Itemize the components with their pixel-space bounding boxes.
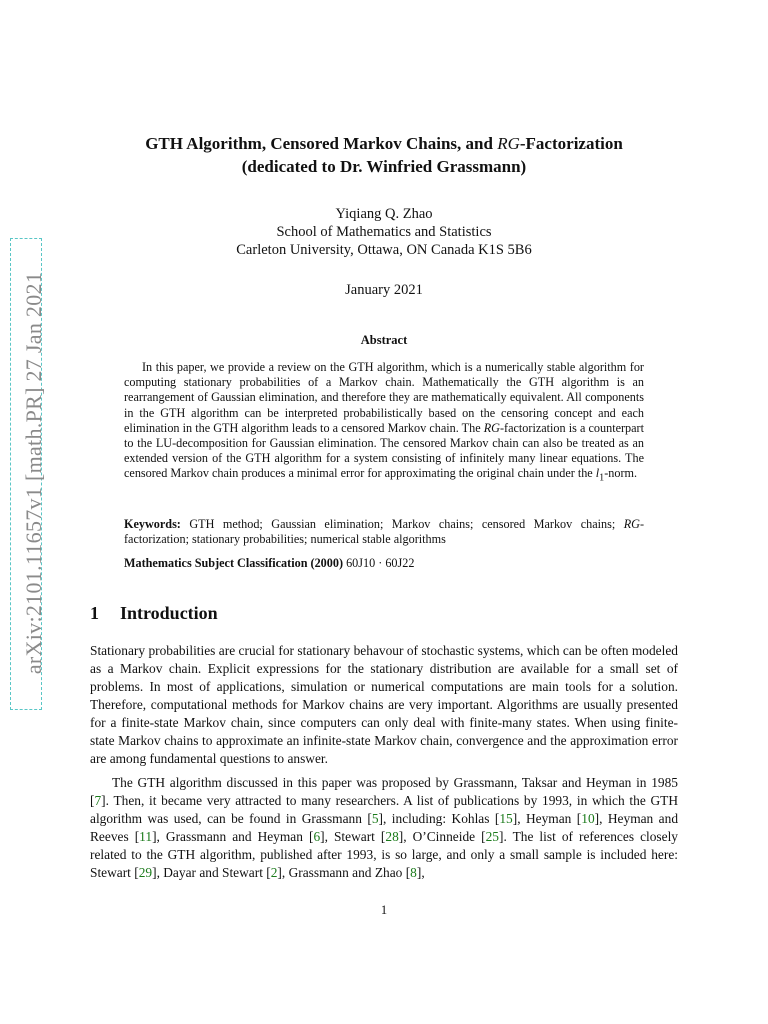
title-line-1-pre: GTH Algorithm, Censored Markov Chains, and bbox=[145, 134, 498, 153]
author-block bbox=[60, 205, 708, 259]
para2-text-11: ], Grassmann and Zhao [ bbox=[277, 865, 411, 880]
citation-link[interactable]: 28 bbox=[385, 829, 399, 844]
para2-text-7: ], Stewart [ bbox=[320, 829, 386, 844]
paper-title bbox=[60, 132, 708, 178]
title-line-1-post: -Factorization bbox=[519, 134, 623, 153]
citation-link[interactable]: 5 bbox=[371, 811, 379, 826]
para2-text-1: The GTH algorithm discussed in this paper was proposed by Grassmann, Taksar and Heyman in 1985 [ bbox=[90, 775, 678, 808]
citation-link[interactable]: 25 bbox=[485, 829, 499, 844]
msc-label: Mathematics Subject Classification (2000) bbox=[124, 556, 344, 570]
author-name: Yiqiang Q. Zhao bbox=[335, 206, 433, 222]
author-school: School of Mathematics and Statistics bbox=[276, 224, 492, 240]
para2-text-5: ], Heyman and Reeves [ bbox=[90, 811, 679, 844]
keywords-label: Keywords: bbox=[124, 517, 181, 531]
abstract-text-part2: -factorization is a counterpart to the LU-decomposition for Gaussian elimination. The censored Markov chain can also be treated as an extended version of the GTH algorithm for a system consisting of infinitely many linear equations. The censored Markov chain produces a minimal error for approximating the original chain under the bbox=[124, 420, 645, 481]
section-number: 1 bbox=[90, 603, 99, 623]
subject-classification bbox=[124, 556, 644, 571]
para2-text-9: ]. The list of references closely related to the GTH algorithm, published after 1993, is so large, and only a small sample is included here: Stewart [ bbox=[90, 829, 678, 880]
intro-paragraph-1: Stationary probabilities are crucial for stationary behavour of stochastic systems, which can be often modeled as a Markov chain. Explicit expressions for the stationary distribution are available for a small set of problems. In most of applications, simulation or numerical computations are main tools for a solution. Therefore, computational methods for Markov chains are very important. Algorithms are usually presented for a finite-state Markov chain, since computers can only deal with finite-many states. When using finite-state Markov chains to approximate an infinite-state Markov chain, convergence and the approximation error are among fundamental questions to answer. bbox=[90, 643, 678, 766]
publication-date: January 2021 bbox=[345, 282, 423, 298]
author-affiliation: Carleton University, Ottawa, ON Canada K1S 5B6 bbox=[236, 242, 532, 258]
citation-link[interactable]: 8 bbox=[410, 865, 417, 880]
keywords-text-part1: GTH method; Gaussian elimination; Markov chains; censored Markov chains; bbox=[180, 517, 624, 531]
para2-text-6: ], Grassmann and Heyman [ bbox=[152, 829, 314, 844]
intro-paragraph-2 bbox=[90, 774, 678, 882]
abstract-heading: Abstract bbox=[360, 333, 408, 347]
arxiv-identifier: arXiv:2101.11657v1 [math.PR] 27 Jan 2021 bbox=[21, 271, 46, 675]
section-heading bbox=[90, 603, 218, 624]
title-rg-italic: RG bbox=[497, 134, 520, 153]
keywords-text-part2: -factorization; stationary probabilities; numerical stable algorithms bbox=[124, 517, 644, 547]
para2-text-8: ], O’Cinneide [ bbox=[398, 829, 486, 844]
citation-link[interactable]: 2 bbox=[270, 865, 278, 880]
keywords-rg-italic: RG bbox=[623, 517, 640, 531]
abstract-rg-italic: RG bbox=[483, 420, 500, 435]
abstract-norm-symbol: l bbox=[595, 466, 600, 481]
title-line-1 bbox=[60, 132, 708, 155]
title-line-2: (dedicated to Dr. Winfried Grassmann) bbox=[241, 157, 527, 176]
citation-link[interactable]: 29 bbox=[138, 865, 153, 880]
msc-value: 60J10 · 60J22 bbox=[343, 556, 415, 570]
page-number: 1 bbox=[380, 903, 388, 917]
citation-link[interactable]: 6 bbox=[313, 829, 321, 844]
abstract-body bbox=[124, 360, 644, 486]
para2-text-10: ], Dayar and Stewart [ bbox=[152, 865, 271, 880]
abstract-norm-subscript: 1 bbox=[599, 472, 605, 484]
citation-link[interactable]: 7 bbox=[94, 793, 102, 808]
abstract-text-part3: -norm. bbox=[604, 466, 638, 481]
citation-link[interactable]: 10 bbox=[581, 811, 595, 826]
citation-link[interactable]: 15 bbox=[499, 811, 513, 826]
section-title: Introduction bbox=[120, 603, 218, 623]
citation-link[interactable]: 11 bbox=[139, 829, 153, 844]
keywords bbox=[124, 517, 644, 547]
abstract-text-part1: In this paper, we provide a review on the GTH algorithm, which is a numerically stable algorithm for computing stationary probabilities of a Markov chain. Mathematically the GTH algorithm is an rearrangement of Gaussian elimination, and therefore they are mathematically equivalent. All components in the GTH algorithm can be interpreted probabilistically based on the censoring concept and each elimination in the GTH algorithm leads to a censored Markov chain. The bbox=[124, 360, 644, 435]
para2-text-2: ]. Then, it became very attracted to many researchers. A list of publications by 1993, in which the GTH algorithm was used, can be found in Grassmann [ bbox=[90, 793, 678, 826]
para2-text-3: ], including: Kohlas [ bbox=[378, 811, 500, 826]
para2-text-12: ], bbox=[416, 865, 425, 880]
para2-text-4: ], Heyman [ bbox=[512, 811, 582, 826]
